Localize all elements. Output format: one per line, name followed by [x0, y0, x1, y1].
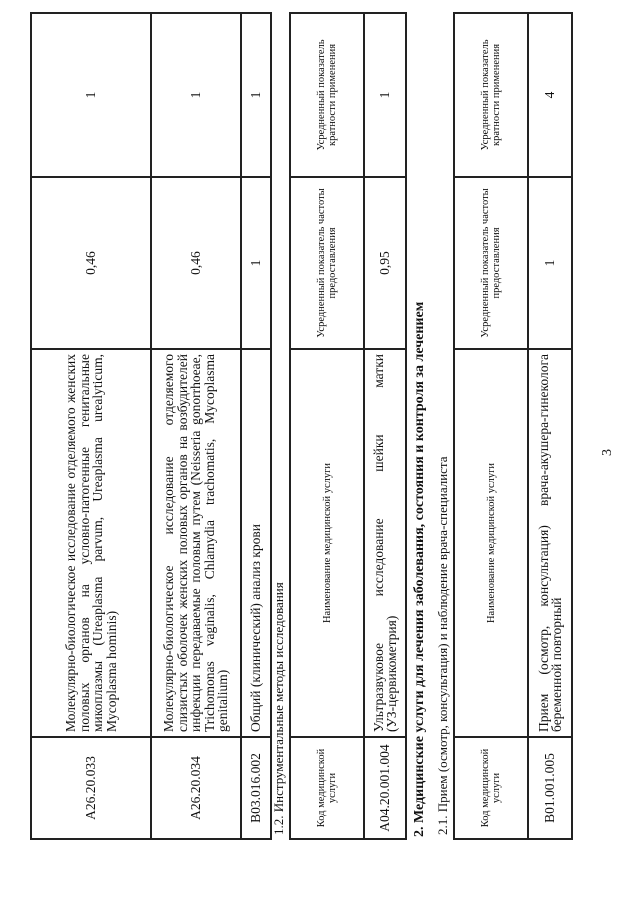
table-row: [31, 13, 151, 839]
multiplicity-value: 1: [151, 13, 241, 177]
name-line: genitalium): [215, 669, 231, 732]
name-line: инфекции передаваемые половым путем (Neisseria gonorrhoeae,: [188, 354, 204, 732]
frequency-value: 0,46: [151, 177, 241, 349]
name-line: слизистых оболочек женских половых органов на возбудителей: [174, 354, 190, 732]
service-name: [151, 349, 241, 737]
name-line: Ультразвуковое исследование шейки матки: [370, 354, 386, 732]
specialist-visits-table: [432, 12, 573, 840]
table-row: [528, 13, 572, 839]
table-header-row: [290, 13, 364, 839]
service-name: [528, 349, 572, 737]
name-line: беременной повторный: [549, 597, 564, 732]
name-line: Общий (клинический) анализ крови: [248, 524, 264, 732]
service-code: A26.20.033: [31, 737, 151, 839]
header-frequency: Усредненный показатель частоты предоставления: [290, 177, 364, 349]
instrumental-methods-table: [268, 12, 407, 840]
multiplicity-value: 1: [364, 13, 406, 177]
lab-tests-table: [30, 12, 272, 840]
name-line: половых органов на условно-патогенные генитальные: [76, 354, 92, 732]
header-name: Наименование медицинской услуги: [290, 349, 364, 737]
name-line: микоплазмы (Ureaplasma parvum, Ureaplasma urealyticum,: [90, 354, 105, 732]
multiplicity-value: 1: [241, 13, 271, 177]
name-line: Молекулярно-биологическое исследование отделяемого женских: [63, 354, 78, 732]
table-title-row: [268, 13, 290, 839]
service-name: [31, 349, 151, 737]
multiplicity-value: 1: [31, 13, 151, 177]
table-row: [241, 13, 271, 839]
service-name: [241, 349, 271, 737]
service-code: A04.20.001.004: [364, 737, 406, 839]
table-title: 1.2. Инструментальные методы исследования: [268, 13, 290, 839]
frequency-value: 1: [241, 177, 271, 349]
frequency-value: 0,95: [364, 177, 406, 349]
header-code: Код медицинской услуги: [290, 737, 364, 839]
table-title: 2.1. Прием (осмотр, консультация) и наблюдение врача-специалиста: [432, 13, 454, 839]
multiplicity-value: 4: [528, 13, 572, 177]
name-line: Прием (осмотр, консультация) врача-акушера-гинеколога: [535, 354, 551, 732]
name-line: Mycoplasma hominis): [103, 610, 119, 732]
name-line: (УЗ-цервикометрия): [384, 615, 399, 732]
table-row: [364, 13, 406, 839]
header-name: Наименование медицинской услуги: [454, 349, 528, 737]
frequency-value: 0,46: [31, 177, 151, 349]
table-title-row: [432, 13, 454, 839]
table-header-row: [454, 13, 528, 839]
header-code: Код медицинской услуги: [454, 737, 528, 839]
section-heading: 2. Медицинские услуги для лечения заболевания, состояния и контроля за лечением: [412, 301, 427, 837]
name-line: Trichomonas vaginalis, Chlamydia trachomatis, Mycoplasma: [201, 354, 217, 732]
header-multiplicity: Усредненный показатель кратности применения: [454, 13, 528, 177]
service-code: B01.001.005: [528, 737, 572, 839]
page-number: 3: [600, 449, 615, 456]
frequency-value: 1: [528, 177, 572, 349]
header-frequency: Усредненный показатель частоты предоставления: [454, 177, 528, 349]
service-name: [364, 349, 406, 737]
name-line: Молекулярно-биологическое исследование отделяемого: [161, 354, 177, 732]
header-multiplicity: Усредненный показатель кратности применения: [290, 13, 364, 177]
service-code: A26.20.034: [151, 737, 241, 839]
service-code: B03.016.002: [241, 737, 271, 839]
table-row: [151, 13, 241, 839]
